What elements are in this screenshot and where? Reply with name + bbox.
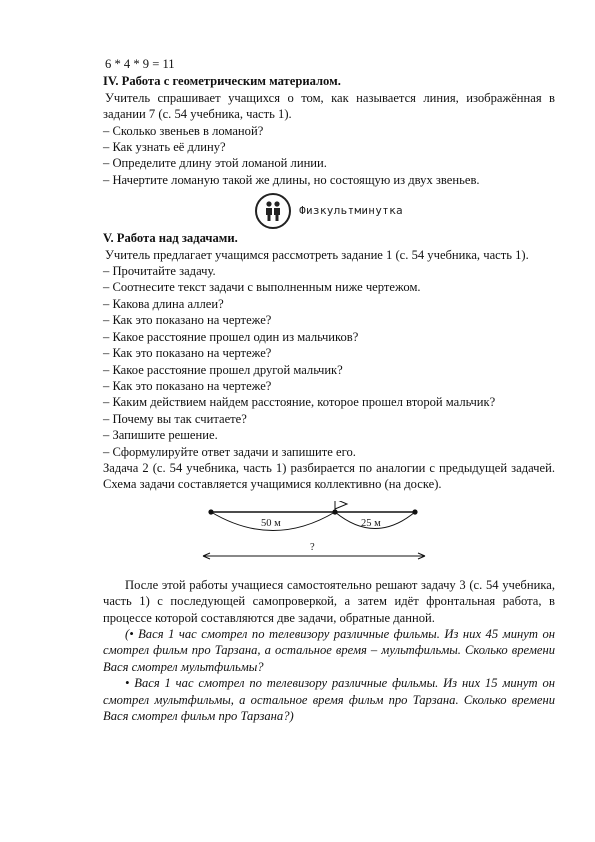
section-4-item: – Сколько звеньев в ломаной? [103, 123, 264, 138]
section-4-intro: Учитель спрашивает учащихся о том, как называется линия, изображённая в задании 7 (с. 54 учебника, часть 1). [103, 90, 555, 122]
section-5-item: – Как это показано на чертеже? [103, 346, 272, 361]
section-5-item: – Какова длина аллеи? [103, 296, 224, 311]
section-4-heading: IV. Работа с геометрическим материалом. [103, 74, 341, 89]
right-distance-label: 25 м [361, 517, 381, 529]
equation-line: 6 * 4 * 9 = 11 [105, 57, 175, 71]
total-distance-label: ? [310, 541, 315, 553]
task-2-paragraph: Задача 2 (с. 54 учебника, часть 1) разбирается по аналогии с предыдущей задачей. Схема задачи составляется учащимися коллективно (на доске). [103, 460, 555, 492]
section-5-item: – Почему вы так считаете? [103, 411, 247, 426]
section-4-item: – Как узнать её длину? [103, 140, 226, 155]
section-5-item: – Каким действием найдем расстояние, которое прошел второй мальчик? [103, 395, 496, 410]
inverse-task-a: (• Вася 1 час смотрел по телевизору различные фильмы. Из них 45 минут он смотрел фильм про Тарзана, а остальное время – мультфильмы. Сколько времени Вася смотрел мультфильмы? [103, 626, 555, 674]
section-4-item: – Начертите ломаную такой же длины, но состоящую из двух звеньев. [103, 172, 480, 187]
section-5-item: – Соотнесите текст задачи с выполненным ниже чертежом. [103, 280, 421, 295]
two-people-icon [255, 193, 291, 229]
exercise-break-label: Физкультминутка [299, 204, 403, 218]
distance-diagram-svg [103, 501, 555, 567]
section-5-item: – Какое расстояние прошел другой мальчик? [103, 362, 343, 377]
document-content [103, 56, 555, 724]
inverse-task-b: • Вася 1 час смотрел по телевизору различные фильмы. Из них 15 минут он смотрел мультфильмы, а остальное время фильм про Тарзана. Сколько времени Вася смотрел фильм про Тарзана?) [103, 676, 555, 723]
section-5-item: – Как это показано на чертеже? [103, 378, 272, 393]
section-5-item: – Прочитайте задачу. [103, 264, 216, 279]
section-5-item: – Как это показано на чертеже? [103, 313, 272, 328]
section-5-heading: V. Работа над задачами. [103, 231, 238, 246]
left-distance-label: 50 м [261, 517, 281, 529]
section-4-item: – Определите длину этой ломаной линии. [103, 156, 327, 171]
closing-paragraph: После этой работы учащиеся самостоятельно решают задачу 3 (с. 54 учебника, часть 1) с последующей самопроверкой, а затем идёт фронтальная работа, в процессе которой составляются две задачи, обратные данной. [103, 577, 555, 625]
section-5-item: – Запишите решение. [103, 428, 218, 443]
section-5-item: – Какое расстояние прошел один из мальчиков? [103, 329, 359, 344]
exercise-break-banner [103, 194, 555, 228]
section-5-intro: Учитель предлагает учащимся рассмотреть задание 1 (с. 54 учебника, часть 1). [105, 247, 529, 262]
distance-diagram [103, 501, 555, 567]
section-5-item: – Сформулируйте ответ задачи и запишите его. [103, 444, 356, 459]
flag-icon [335, 501, 347, 509]
